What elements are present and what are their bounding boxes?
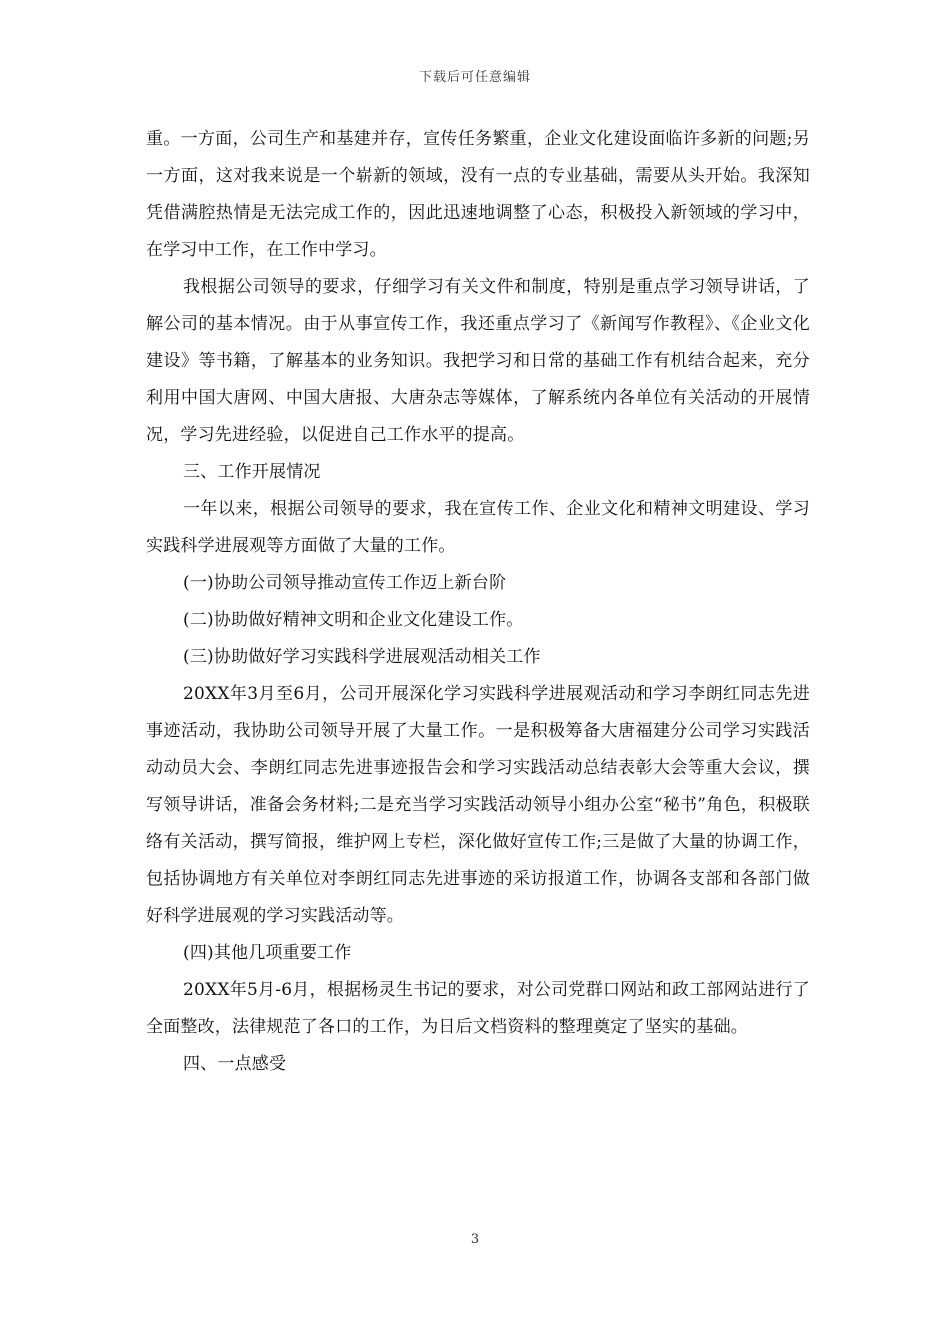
subheading-3: (三)协助做好学习实践科学进展观活动相关工作 xyxy=(183,647,541,667)
section-heading-3: 三、工作开展情况 xyxy=(183,462,321,482)
page-number: 3 xyxy=(470,1232,480,1247)
document-body xyxy=(146,121,810,1083)
paragraph-1: 重。一方面，公司生产和基建并存，宣传任务繁重，企业文化建设面临许多新的问题;另一方面，这对我来说是一个崭新的领域，没有一点的专业基础，需要从头开始。我深知凭借满腔热情是无法完成工作的，因此迅速地调整了心态，积极投入新领域的学习中，在学习中工作，在工作中学习。 xyxy=(146,129,810,260)
subheading-1: (一)协助公司领导推动宣传工作迈上新台阶 xyxy=(183,573,507,593)
subheading-4: (四)其他几项重要工作 xyxy=(183,943,352,963)
paragraph-10: 20XX年5月-6月，根据杨灵生书记的要求，对公司党群口网站和政工部网站进行了全面整改，法律规范了各口的工作，为日后文档资料的整理奠定了坚实的基础。 xyxy=(146,980,810,1037)
paragraph-8: 20XX年3月至6月，公司开展深化学习实践科学进展观活动和学习李朗红同志先进事迹活动，我协助公司领导开展了大量工作。一是积极筹备大唐福建分公司学习实践活动动员大会、李朗红同志先进事迹报告会和学习实践活动总结表彰大会等重大会议，撰写领导讲话，准备会务材料;二是充当学习实践活动领导小组办公室“秘书”角色，积极联络有关活动，撰写简报，维护网上专栏，深化做好宣传工作;三是做了大量的协调工作，包括协调地方有关单位对李朗红同志先进事迹的采访报道工作，协调各支部和各部门做好科学进展观的学习实践活动等。 xyxy=(146,684,810,926)
section-heading-4: 四、一点感受 xyxy=(183,1054,287,1074)
page-header: 下载后可任意编辑 xyxy=(418,70,531,85)
paragraph-4: 一年以来，根据公司领导的要求，我在宣传工作、企业文化和精神文明建设、学习实践科学进展观等方面做了大量的工作。 xyxy=(146,499,810,556)
subheading-2: (二)协助做好精神文明和企业文化建设工作。 xyxy=(183,610,524,630)
paragraph-2: 我根据公司领导的要求，仔细学习有关文件和制度，特别是重点学习领导讲话，了解公司的基本情况。由于从事宣传工作，我还重点学习了《新闻写作教程》、《企业文化建设》等书籍，了解基本的业务知识。我把学习和日常的基础工作有机结合起来，充分利用中国大唐网、中国大唐报、大唐杂志等媒体，了解系统内各单位有关活动的开展情况，学习先进经验，以促进自己工作水平的提高。 xyxy=(146,277,810,445)
